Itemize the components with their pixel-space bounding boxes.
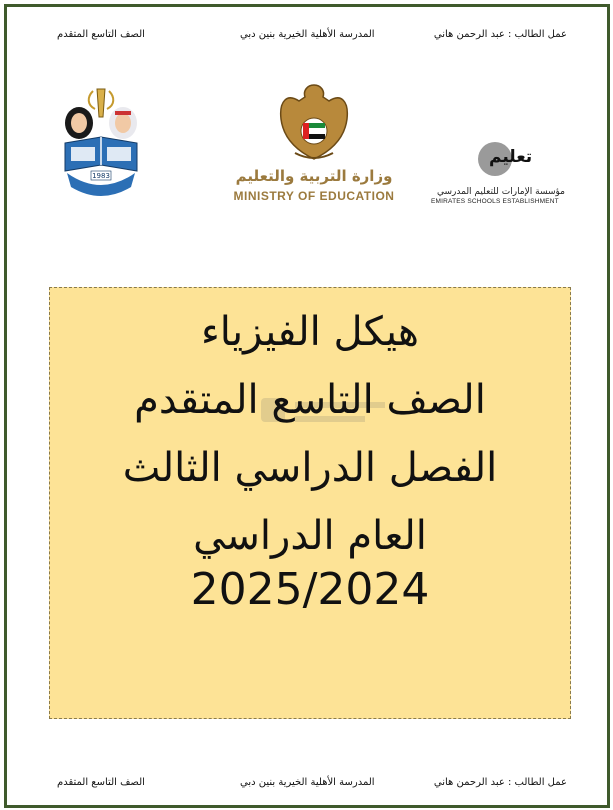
footer-student: عمل الطالب : عبد الرحمن هاني (433, 777, 567, 788)
svg-text:1983: 1983 (92, 172, 110, 180)
header-student: عمل الطالب : عبد الرحمن هاني (433, 29, 567, 40)
header-grade: الصف التاسع المتقدم (57, 29, 145, 40)
ministry-name-ar: وزارة التربية والتعليم (235, 167, 393, 185)
ministry-name-en: MINISTRY OF EDUCATION (233, 189, 395, 203)
title-subject: هيكل الفيزياء (200, 309, 420, 355)
title-term: الفصل الدراسي الثالث (122, 445, 498, 491)
page-footer (7, 777, 607, 797)
school-logo (57, 87, 145, 202)
page-header (7, 29, 607, 49)
ese-logo (427, 135, 567, 210)
ese-word: تعليم (489, 147, 533, 167)
ese-name-en: EMIRATES SCHOOLS ESTABLISHMENT (431, 198, 559, 205)
ese-name-ar: مؤسسة الإمارات للتعليم المدرسي (437, 187, 565, 197)
title-year-label: العام الدراسي (193, 513, 427, 559)
footer-school: المدرسة الأهلية الخيرية بنين دبي (240, 777, 375, 788)
title-grade: الصف التاسع المتقدم (134, 377, 486, 423)
title-box (49, 287, 571, 719)
title-year: 2025/2024 (190, 564, 430, 615)
page-frame (4, 4, 610, 808)
eagle-emblem-icon (229, 79, 399, 165)
footer-grade: الصف التاسع المتقدم (57, 777, 145, 788)
header-school: المدرسة الأهلية الخيرية بنين دبي (240, 29, 375, 40)
ministry-logo (229, 79, 399, 209)
